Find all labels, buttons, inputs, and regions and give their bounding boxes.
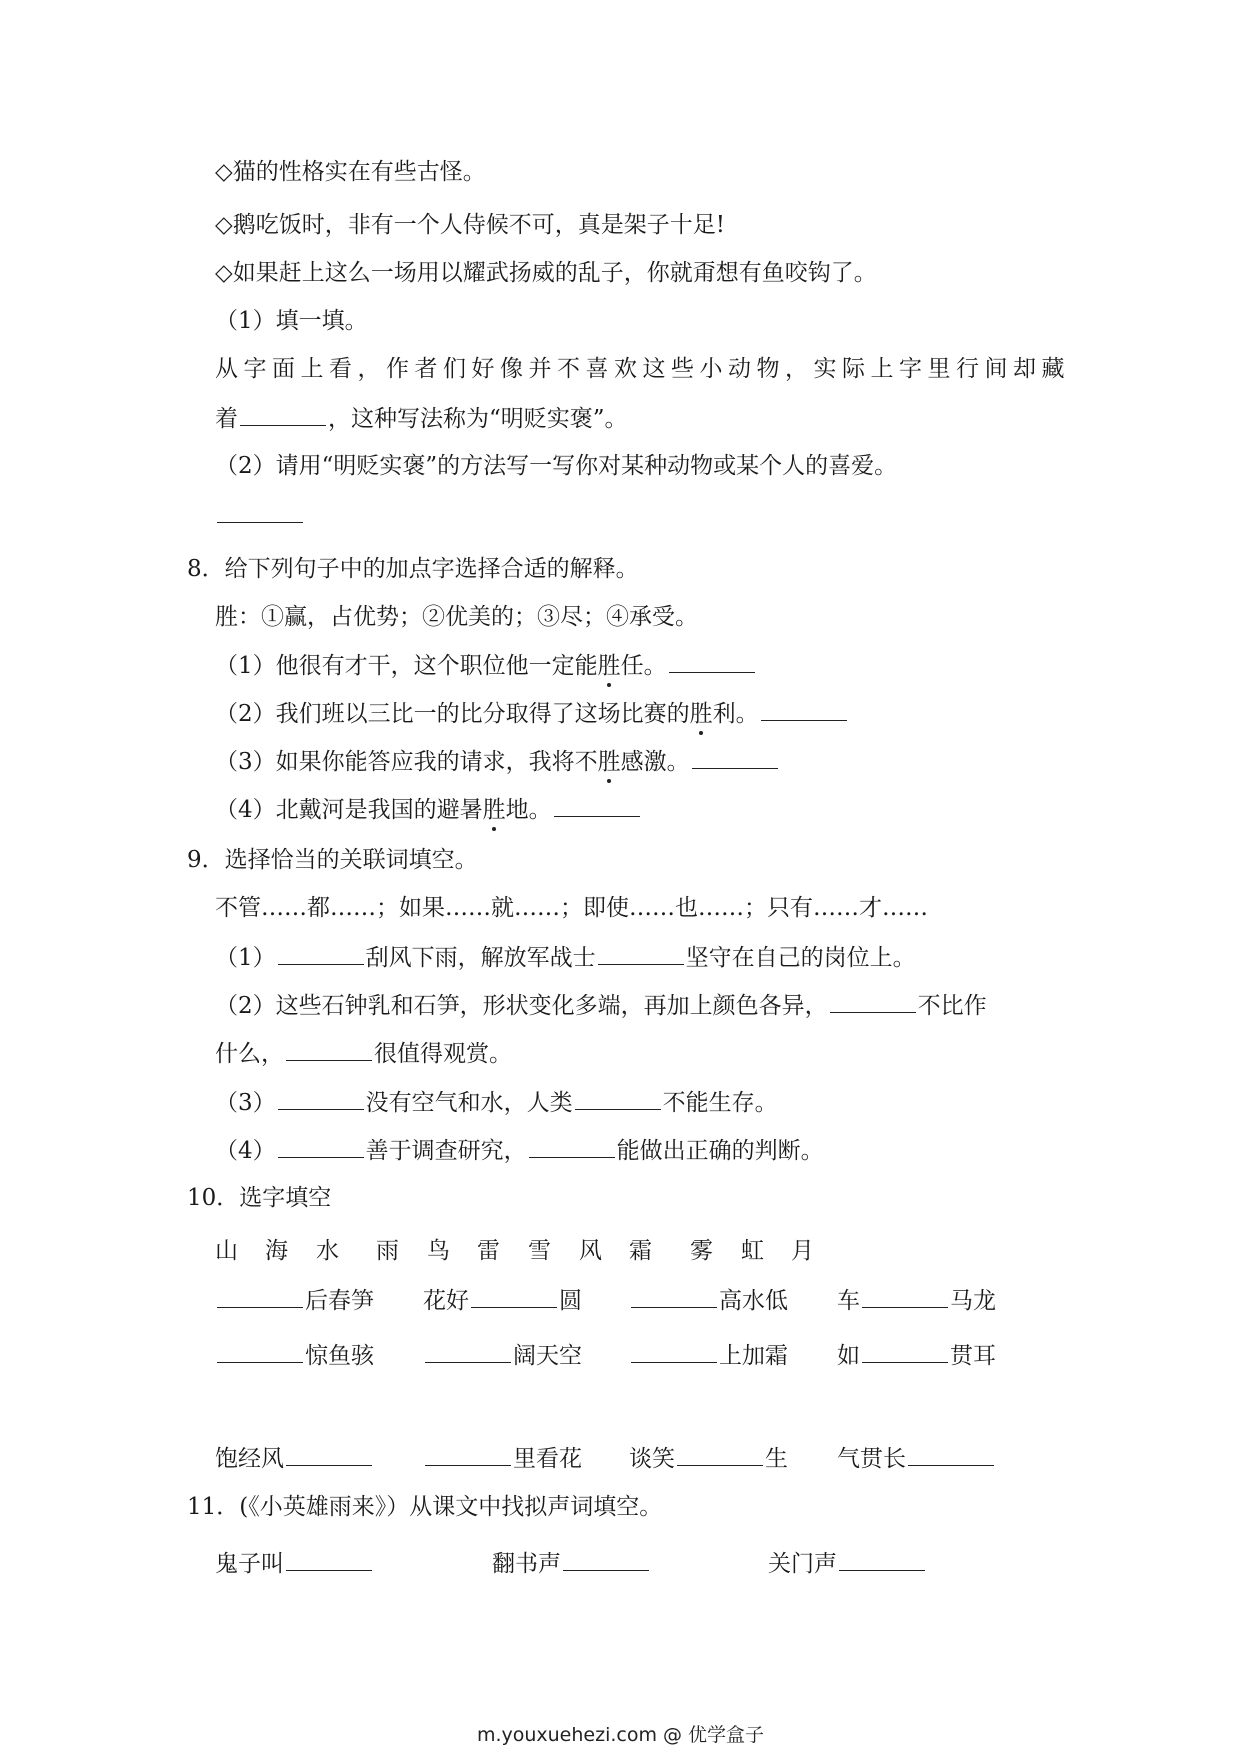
- idiom-post: 阔天空: [513, 1343, 582, 1369]
- char-option: 雷: [477, 1238, 500, 1264]
- q7-part2-answer: [215, 500, 305, 531]
- q9-text: （4）: [215, 1138, 276, 1164]
- answer-blank[interactable]: [631, 1285, 717, 1308]
- q8-item-1: [215, 650, 757, 681]
- idiom-pre: 如: [837, 1343, 860, 1369]
- idiom-pre: 车: [837, 1288, 860, 1314]
- idiom-item: [837, 1337, 996, 1370]
- idiom-pre: 气贯长: [837, 1446, 906, 1472]
- answer-blank[interactable]: [278, 1135, 364, 1158]
- q9-item-1: [215, 942, 916, 973]
- char-option: 水: [316, 1238, 339, 1264]
- answer-blank[interactable]: [669, 650, 755, 673]
- answer-blank[interactable]: [692, 746, 778, 769]
- idiom-item: [837, 1282, 996, 1315]
- q7-part2-label: （2）请用“明贬实褒”的方法写一写你对某种动物或某个人的喜爱。: [215, 453, 898, 479]
- q9-text: 什么，: [215, 1041, 284, 1067]
- answer-blank[interactable]: [830, 990, 916, 1013]
- idiom-post: 贯耳: [950, 1343, 996, 1369]
- q9-text: 不能生存。: [662, 1090, 778, 1116]
- q9-text: （1）: [215, 945, 276, 971]
- q11-item: [215, 1545, 374, 1578]
- answer-blank[interactable]: [677, 1443, 763, 1466]
- answer-blank[interactable]: [563, 1548, 649, 1571]
- q8-item-text: （2）我们班以三比一的比分取得了这场比赛的: [215, 701, 690, 727]
- idiom-post: 圆: [559, 1288, 582, 1314]
- char-option: 雨: [376, 1238, 399, 1264]
- dotted-char: 胜: [597, 749, 621, 775]
- q11-label: 关门声: [768, 1551, 837, 1577]
- q7-part1-label: （1）填一填。: [215, 308, 368, 334]
- answer-blank[interactable]: [425, 1443, 511, 1466]
- q8-item-4: [215, 794, 642, 825]
- q9-text: 很值得观赏。: [374, 1041, 512, 1067]
- q8-options: 胜：①赢，占优势；②优美的；③尽；④承受。: [215, 604, 698, 630]
- q9-text: 没有空气和水，人类: [365, 1090, 573, 1116]
- q11-label: 鬼子叫: [215, 1551, 284, 1577]
- q11-label: 翻书声: [492, 1551, 561, 1577]
- answer-blank[interactable]: [761, 698, 847, 721]
- idiom-item: [837, 1440, 996, 1473]
- idiom-post: 生: [765, 1446, 788, 1472]
- answer-blank[interactable]: [631, 1340, 717, 1363]
- answer-blank[interactable]: [425, 1340, 511, 1363]
- idiom-pre: 饱经风: [215, 1446, 284, 1472]
- answer-blank[interactable]: [471, 1285, 557, 1308]
- answer-blank[interactable]: [908, 1443, 994, 1466]
- q7-text-cont-a: 着: [215, 406, 238, 432]
- char-option: 鸟: [427, 1238, 450, 1264]
- q7-part1-text: 从字面上看，作者们好像并不喜欢这些小动物，实际上字里行间却藏: [215, 356, 1070, 382]
- intro-line-3: ◇如果赶上这么一场用以耀武扬威的乱子，你就甭想有鱼咬钩了。: [215, 260, 877, 286]
- idiom-item: [215, 1440, 374, 1473]
- char-option: 雾: [690, 1238, 713, 1264]
- q9-item-2: [215, 990, 987, 1021]
- q9-options: 不管……都……；如果……就……；即使……也……；只有……才……: [215, 895, 928, 921]
- idiom-item: [629, 1337, 788, 1370]
- answer-blank[interactable]: [217, 500, 303, 523]
- idiom-post: 马龙: [950, 1288, 996, 1314]
- q7-text-cont-b: ，这种写法称为“明贬实褒”。: [328, 406, 628, 432]
- page-footer: m.youxuehezi.com @ 优学盒子: [476, 1724, 765, 1746]
- q8-item-2: [215, 698, 849, 729]
- idiom-item: [423, 1282, 582, 1315]
- idiom-post: 后春笋: [305, 1288, 374, 1314]
- answer-blank[interactable]: [286, 1038, 372, 1061]
- answer-blank[interactable]: [278, 1087, 364, 1110]
- idiom-post: 里看花: [513, 1446, 582, 1472]
- q8-item-text: 利。: [712, 701, 759, 727]
- q7-part1-text-cont: [215, 403, 628, 434]
- dotted-char: 胜: [689, 701, 713, 727]
- q11-item: [492, 1545, 651, 1578]
- idiom-item: [215, 1337, 374, 1370]
- idiom-item: [423, 1440, 582, 1473]
- q8-item-text: （3）如果你能答应我的请求，我将不: [215, 749, 598, 775]
- intro-line-2: ◇鹅吃饭时，非有一个人侍候不可，真是架子十足!: [215, 212, 725, 238]
- char-option: 雪: [528, 1238, 551, 1264]
- char-option: 海: [265, 1238, 288, 1264]
- idiom-post: 惊鱼骇: [305, 1343, 374, 1369]
- answer-blank[interactable]: [862, 1340, 948, 1363]
- answer-blank[interactable]: [286, 1443, 372, 1466]
- idiom-item: [215, 1282, 374, 1315]
- q8-item-3: [215, 746, 780, 777]
- char-option: 山: [215, 1238, 238, 1264]
- q9-item-3: [215, 1087, 778, 1118]
- dotted-char: 胜: [482, 797, 506, 823]
- idiom-post: 上加霜: [719, 1343, 788, 1369]
- q8-title: 8．给下列句子中的加点字选择合适的解释。: [187, 556, 639, 582]
- q9-text: 不比作: [917, 993, 987, 1019]
- char-option: 霜: [629, 1238, 652, 1264]
- q11-title: 11．(《小英雄雨来》）从课文中找拟声词填空。: [187, 1494, 663, 1520]
- char-option: 风: [579, 1238, 602, 1264]
- answer-blank[interactable]: [278, 942, 364, 965]
- q9-text: 能做出正确的判断。: [616, 1138, 824, 1164]
- q8-item-text: （1）他很有才干，这个职位他一定能: [215, 653, 598, 679]
- q9-item-2-cont: [215, 1038, 512, 1069]
- q8-item-text: 任。: [620, 653, 667, 679]
- answer-blank[interactable]: [862, 1285, 948, 1308]
- q9-text: 善于调查研究，: [365, 1138, 527, 1164]
- q9-text: 刮风下雨，解放军战士: [365, 945, 596, 971]
- answer-blank[interactable]: [575, 1087, 661, 1110]
- char-option: 虹: [741, 1238, 764, 1264]
- idiom-item: [423, 1337, 582, 1370]
- answer-blank[interactable]: [598, 942, 684, 965]
- answer-blank[interactable]: [554, 794, 640, 817]
- q9-item-4: [215, 1135, 824, 1166]
- q8-item-text: 地。: [505, 797, 552, 823]
- intro-line-1: ◇猫的性格实在有些古怪。: [215, 159, 486, 185]
- q9-text: （2）这些石钟乳和石笋，形状变化多端，再加上颜色各异，: [215, 993, 828, 1019]
- char-option: 月: [791, 1238, 814, 1264]
- idiom-item: [629, 1440, 788, 1473]
- q9-title: 9．选择恰当的关联词填空。: [187, 847, 478, 873]
- q9-text: 坚守在自己的岗位上。: [685, 945, 916, 971]
- q9-text: （3）: [215, 1090, 276, 1116]
- q11-item: [768, 1545, 927, 1578]
- q8-item-text: （4）北戴河是我国的避暑: [215, 797, 483, 823]
- answer-blank[interactable]: [217, 1340, 303, 1363]
- answer-blank[interactable]: [217, 1285, 303, 1308]
- q10-title: 10．选字填空: [187, 1185, 332, 1211]
- idiom-item: [629, 1282, 788, 1315]
- answer-blank[interactable]: [240, 403, 326, 426]
- answer-blank[interactable]: [286, 1548, 372, 1571]
- q8-item-text: 感激。: [620, 749, 690, 775]
- idiom-post: 高水低: [719, 1288, 788, 1314]
- dotted-char: 胜: [597, 653, 621, 679]
- idiom-pre: 花好: [423, 1288, 469, 1314]
- answer-blank[interactable]: [839, 1548, 925, 1571]
- answer-blank[interactable]: [529, 1135, 615, 1158]
- idiom-pre: 谈笑: [629, 1446, 675, 1472]
